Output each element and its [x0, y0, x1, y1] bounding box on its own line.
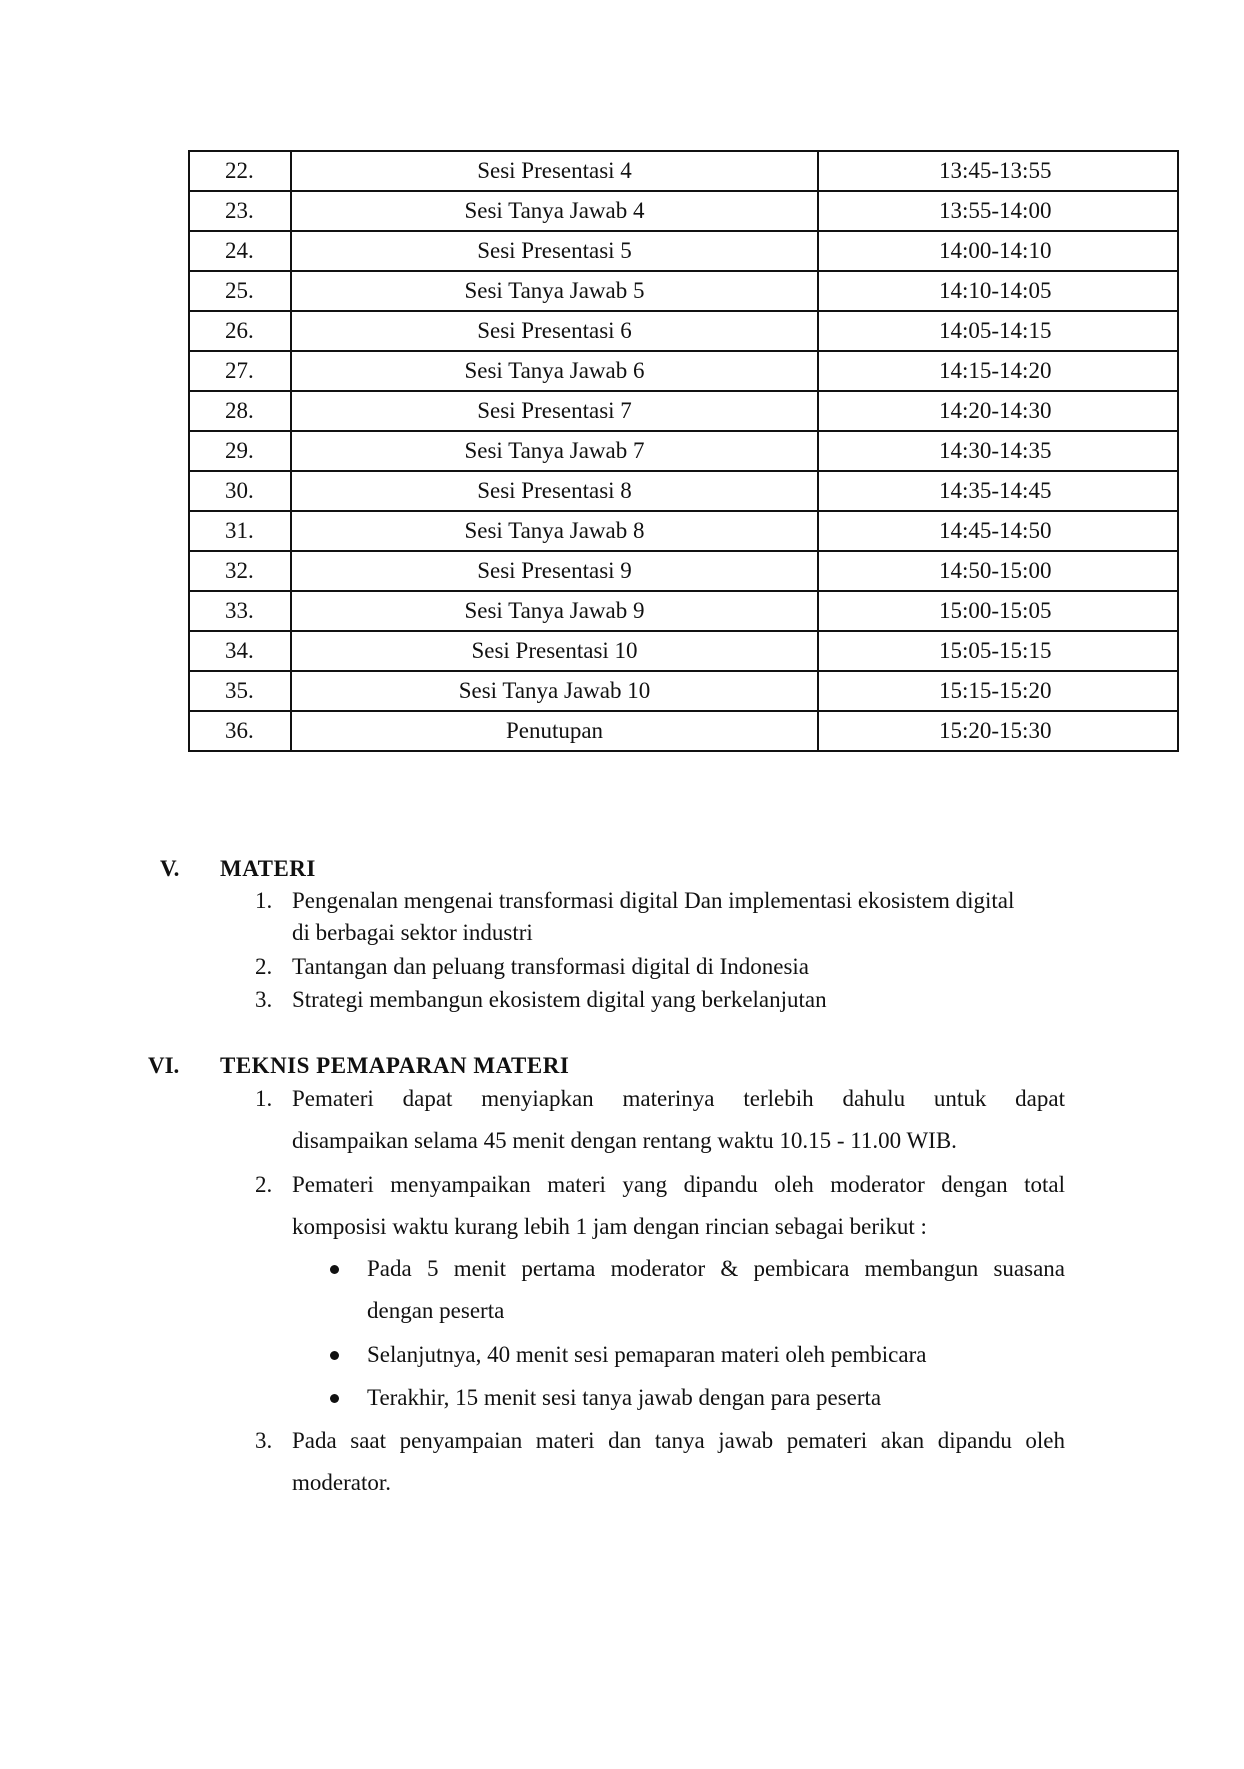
teknis-item-1-line2: disampaikan selama 45 menit dengan rentang waktu 10.15 - 11.00 WIB.	[292, 1128, 957, 1153]
row-number-cell: 35.	[189, 671, 291, 711]
time-cell: 14:15-14:20	[818, 351, 1178, 391]
materi-item-1	[255, 885, 1085, 949]
teknis-item-2-line1: Pemateri menyampaikan materi yang dipandu oleh moderator dengan total	[292, 1172, 1065, 1197]
materi-item-3-text: Strategi membangun ekosistem digital yang berkelanjutan	[292, 987, 827, 1012]
teknis-item-1-number: 1.	[255, 1086, 273, 1111]
table-row	[189, 551, 1178, 591]
teknis-item-1-line1: Pemateri dapat menyiapkan materinya terlebih dahulu untuk dapat	[292, 1086, 1065, 1111]
time-cell: 14:35-14:45	[818, 471, 1178, 511]
activity-cell: Sesi Tanya Jawab 5	[291, 271, 818, 311]
time-cell: 15:05-15:15	[818, 631, 1178, 671]
teknis-item-3-line2: moderator.	[292, 1470, 391, 1495]
row-number-cell: 26.	[189, 311, 291, 351]
table-row	[189, 311, 1178, 351]
teknis-item-3-line1: Pada saat penyampaian materi dan tanya jawab pemateri akan dipandu oleh	[292, 1428, 1065, 1453]
teknis-bullet-3	[330, 1382, 1065, 1414]
activity-cell: Sesi Presentasi 8	[291, 471, 818, 511]
row-number-cell: 24.	[189, 231, 291, 271]
teknis-bullet-1-line2: dengan peserta	[367, 1298, 505, 1323]
schedule-table-body	[189, 151, 1178, 751]
time-cell: 14:05-14:15	[818, 311, 1178, 351]
bullet-dot-icon	[330, 1351, 339, 1360]
activity-cell: Sesi Presentasi 9	[291, 551, 818, 591]
teknis-item-3-number: 3.	[255, 1428, 273, 1453]
materi-item-3-number: 3.	[255, 987, 273, 1012]
materi-item-1-line1: Pengenalan mengenai transformasi digital Dan implementasi ekosistem digital	[292, 888, 1015, 913]
row-number-cell: 33.	[189, 591, 291, 631]
materi-item-1-number: 1.	[255, 888, 273, 913]
teknis-item-1	[255, 1083, 1065, 1163]
table-row	[189, 231, 1178, 271]
row-number-cell: 27.	[189, 351, 291, 391]
table-row	[189, 191, 1178, 231]
schedule-table	[188, 150, 1179, 752]
materi-item-1-line2: di berbagai sektor industri	[292, 920, 533, 945]
materi-item-3	[255, 984, 1085, 1016]
row-number-cell: 29.	[189, 431, 291, 471]
teknis-bullet-1-line1: Pada 5 menit pertama moderator & pembicara membangun suasana	[367, 1256, 1065, 1281]
teknis-bullet-2-text: Selanjutnya, 40 menit sesi pemaparan materi oleh pembicara	[367, 1342, 927, 1367]
table-row	[189, 511, 1178, 551]
bullet-dot-icon	[330, 1265, 339, 1274]
time-cell: 14:50-15:00	[818, 551, 1178, 591]
table-row	[189, 591, 1178, 631]
time-cell: 14:10-14:05	[818, 271, 1178, 311]
section-number-materi: V.	[160, 856, 180, 881]
table-row	[189, 471, 1178, 511]
bullet-dot-icon	[330, 1394, 339, 1403]
row-number-cell: 23.	[189, 191, 291, 231]
table-row	[189, 151, 1178, 191]
activity-cell: Sesi Presentasi 10	[291, 631, 818, 671]
time-cell: 14:30-14:35	[818, 431, 1178, 471]
row-number-cell: 22.	[189, 151, 291, 191]
table-row	[189, 391, 1178, 431]
activity-cell: Sesi Tanya Jawab 4	[291, 191, 818, 231]
time-cell: 15:15-15:20	[818, 671, 1178, 711]
activity-cell: Sesi Tanya Jawab 7	[291, 431, 818, 471]
teknis-item-2-line2: komposisi waktu kurang lebih 1 jam dengan rincian sebagai berikut :	[292, 1214, 927, 1239]
materi-item-2-text: Tantangan dan peluang transformasi digital di Indonesia	[292, 954, 810, 979]
table-row	[189, 711, 1178, 751]
materi-item-2-number: 2.	[255, 954, 273, 979]
activity-cell: Sesi Presentasi 6	[291, 311, 818, 351]
row-number-cell: 32.	[189, 551, 291, 591]
row-number-cell: 25.	[189, 271, 291, 311]
time-cell: 14:20-14:30	[818, 391, 1178, 431]
row-number-cell: 28.	[189, 391, 291, 431]
time-cell: 13:55-14:00	[818, 191, 1178, 231]
teknis-bullet-3-text: Terakhir, 15 menit sesi tanya jawab dengan para peserta	[367, 1385, 882, 1410]
teknis-item-3	[255, 1425, 1065, 1505]
teknis-bullet-2	[330, 1339, 1065, 1371]
table-row	[189, 631, 1178, 671]
activity-cell: Sesi Presentasi 5	[291, 231, 818, 271]
time-cell: 15:00-15:05	[818, 591, 1178, 631]
activity-cell: Sesi Tanya Jawab 6	[291, 351, 818, 391]
activity-cell: Sesi Tanya Jawab 8	[291, 511, 818, 551]
row-number-cell: 36.	[189, 711, 291, 751]
activity-cell: Sesi Tanya Jawab 10	[291, 671, 818, 711]
time-cell: 15:20-15:30	[818, 711, 1178, 751]
teknis-item-2-number: 2.	[255, 1172, 273, 1197]
row-number-cell: 31.	[189, 511, 291, 551]
section-title-materi: MATERI	[220, 856, 316, 881]
teknis-bullet-1	[330, 1253, 1065, 1333]
table-row	[189, 671, 1178, 711]
table-row	[189, 271, 1178, 311]
section-title-teknis: TEKNIS PEMAPARAN MATERI	[220, 1053, 570, 1078]
section-number-teknis: VI.	[148, 1053, 180, 1078]
materi-item-2	[255, 951, 1085, 983]
activity-cell: Penutupan	[291, 711, 818, 751]
activity-cell: Sesi Presentasi 7	[291, 391, 818, 431]
table-row	[189, 351, 1178, 391]
time-cell: 14:45-14:50	[818, 511, 1178, 551]
row-number-cell: 34.	[189, 631, 291, 671]
table-row	[189, 431, 1178, 471]
time-cell: 13:45-13:55	[818, 151, 1178, 191]
time-cell: 14:00-14:10	[818, 231, 1178, 271]
activity-cell: Sesi Tanya Jawab 9	[291, 591, 818, 631]
row-number-cell: 30.	[189, 471, 291, 511]
activity-cell: Sesi Presentasi 4	[291, 151, 818, 191]
teknis-item-2	[255, 1169, 1065, 1249]
